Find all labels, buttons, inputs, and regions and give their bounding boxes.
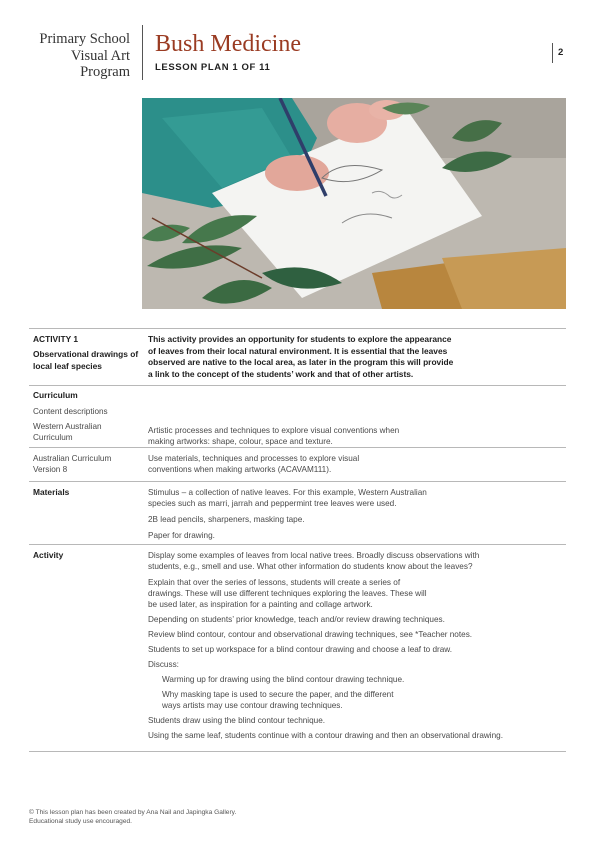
activity-label: Activity bbox=[33, 550, 64, 560]
photo-illustration bbox=[142, 98, 566, 309]
content-descriptions-label: Content descriptions bbox=[33, 406, 108, 416]
activity-text: be used later, as inspiration for a painting and collage artwork. bbox=[148, 600, 373, 609]
wa-curriculum-label: Curriculum bbox=[33, 432, 73, 442]
ac-curriculum-label: Australian Curriculum bbox=[33, 454, 112, 463]
footer-line: © This lesson plan has been created by Ana Nail and Japingka Gallery. bbox=[29, 809, 237, 816]
activity1-row bbox=[29, 328, 566, 385]
page-number: 2 bbox=[558, 47, 564, 58]
materials-label: Materials bbox=[33, 487, 70, 497]
activity-text: students, e.g., smell and use. What other information do students know about the leaves? bbox=[148, 562, 473, 571]
ac-curriculum-text: conventions when making artworks (ACAVAM111). bbox=[148, 465, 332, 474]
activity1-sublabel: Observational drawings of local leaf species bbox=[33, 348, 139, 371]
ac-curriculum-label: Version 8 bbox=[33, 465, 68, 474]
program-line: Program bbox=[80, 64, 130, 80]
wa-curriculum-text: Artistic processes and techniques to explore visual conventions when bbox=[148, 426, 400, 435]
intro-line: This activity provides an opportunity for students to explore the appearance bbox=[148, 334, 452, 344]
wa-curriculum-label: Western Australian bbox=[33, 421, 102, 431]
materials-text: 2B lead pencils, sharpeners, masking tape. bbox=[148, 515, 305, 524]
photo-student-drawing bbox=[142, 98, 566, 309]
lesson-table bbox=[29, 328, 566, 752]
activity-text: Using the same leaf, students continue with a contour drawing and then an observational drawing. bbox=[148, 731, 504, 740]
program-line: Visual Art bbox=[70, 47, 130, 64]
intro-line: of leaves from their local natural environment. It is essential that the leaves bbox=[148, 345, 448, 356]
activity-text: Depending on students’ prior knowledge, teach and/or review drawing techniques. bbox=[148, 615, 445, 624]
activity1-label: ACTIVITY 1 bbox=[33, 334, 78, 344]
program-name bbox=[0, 31, 130, 81]
activity-text: drawings. These will use different techniques exploring the leaves. These will bbox=[148, 589, 427, 598]
intro-line: a link to the concept of the students’ work and that of other artists. bbox=[148, 368, 414, 379]
activity-text: Explain that over the series of lessons, students will create a series of bbox=[148, 578, 401, 587]
wa-curriculum-text: making artworks: shape, colour, space and texture. bbox=[148, 437, 333, 446]
activity-text: Display some examples of leaves from local native trees. Broadly discuss observations with bbox=[148, 551, 480, 560]
discuss-item: ways artists may use contour drawing techniques. bbox=[162, 701, 343, 710]
curriculum-wa-row bbox=[29, 385, 566, 447]
ac-curriculum-text: Use materials, techniques and processes to explore visual bbox=[148, 454, 360, 463]
curriculum-ac-row bbox=[29, 447, 566, 481]
materials-text: Paper for drawing. bbox=[148, 531, 215, 540]
discuss-item: Why masking tape is used to secure the paper, and the different bbox=[162, 690, 394, 699]
materials-text: Stimulus – a collection of native leaves. For this example, Western Australian bbox=[148, 488, 427, 497]
activity-text: Discuss: bbox=[148, 660, 179, 669]
activity-row bbox=[29, 544, 566, 752]
program-line: Primary School bbox=[39, 31, 130, 47]
curriculum-heading: Curriculum bbox=[33, 390, 78, 400]
activity-text: Students draw using the blind contour technique. bbox=[148, 716, 326, 725]
lesson-plan-subtitle: LESSON PLAN 1 OF 11 bbox=[155, 62, 271, 73]
page-number-divider bbox=[552, 43, 553, 63]
materials-row bbox=[29, 481, 566, 544]
footer-line: Educational study use encouraged. bbox=[29, 818, 133, 825]
header-divider bbox=[142, 25, 143, 80]
discuss-item: Warming up for drawing using the blind contour drawing technique. bbox=[162, 675, 405, 684]
page-title: Bush Medicine bbox=[155, 31, 301, 57]
copyright-footer bbox=[29, 808, 236, 826]
activity-text: Students to set up workspace for a blind contour drawing and choose a leaf to draw. bbox=[148, 645, 453, 654]
activity-text: Review blind contour, contour and observational drawing techniques, see *Teacher notes. bbox=[148, 630, 473, 639]
intro-line: observed are native to the local area, as later in the program this will provide bbox=[148, 357, 454, 367]
materials-text: species such as marri, jarrah and peppermint tree leaves were used. bbox=[148, 499, 397, 508]
